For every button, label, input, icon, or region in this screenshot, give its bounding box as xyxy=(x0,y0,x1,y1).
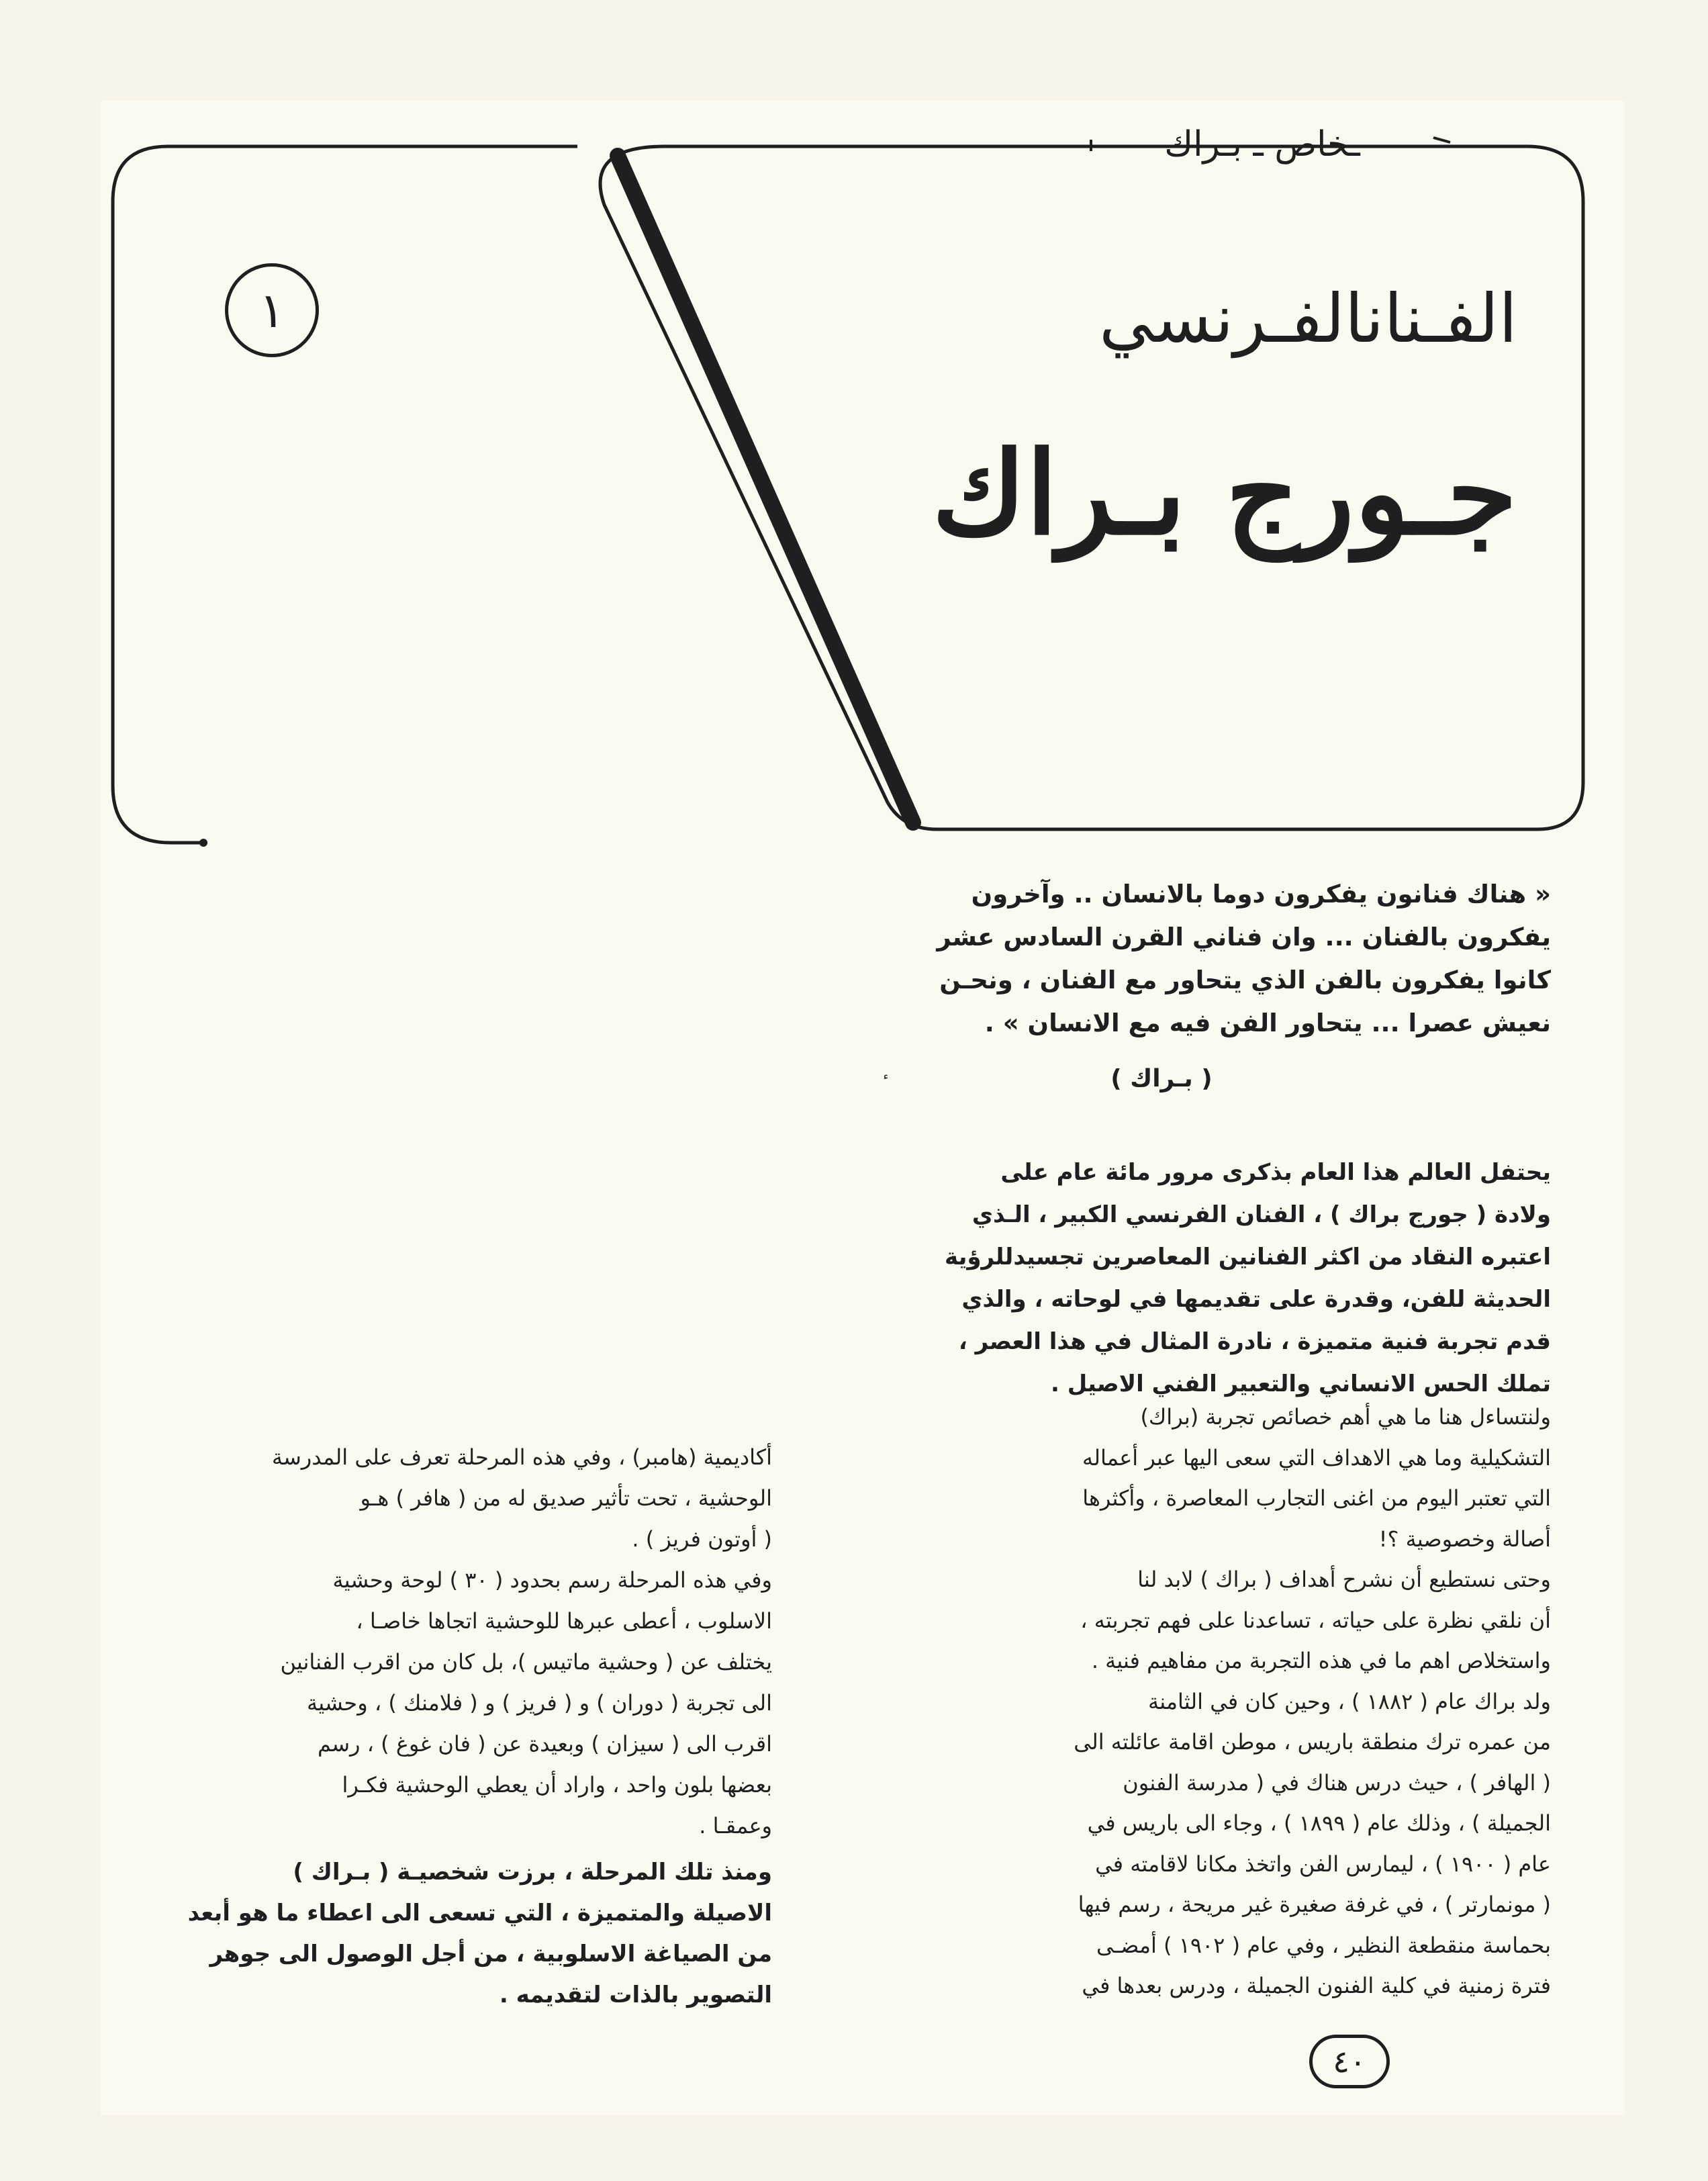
intro-line: يحتفل العالم هذا العام بذكرى مرور مائة عام على xyxy=(1000,1159,1551,1186)
intro-paragraph xyxy=(933,1152,1551,1405)
subtitle-french-artist: الفـنانالفـرنسي xyxy=(1099,279,1517,358)
body-line: ولد براك عام ( ١٨٨٢ ) ، وحين كان في الثامنة xyxy=(1148,1688,1551,1714)
body-line: يختلف عن ( وحشية ماتيس )، بل كان من اقرب الفنانين xyxy=(280,1649,772,1675)
body-line: التصوير بالذات لتقديمه . xyxy=(499,1982,772,2008)
intro-line: الحديثة للفن، وقدرة على تقديمها في لوحاته ، والذي xyxy=(961,1286,1551,1313)
intro-line: ولادة ( جورج براك ) ، الفنان الفرنسي الكبير ، الـذي xyxy=(971,1201,1551,1228)
body-line: بعضها بلون واحد ، واراد أن يعطي الوحشية فكـرا xyxy=(342,1772,772,1798)
body-line: الاصيلة والمتميزة ، التي تسعى الى اعطاء ما هو أبعد xyxy=(187,1900,772,1927)
body-line: من الصياغة الاسلوبية ، من أجل الوصول الى جوهر xyxy=(209,1941,772,1967)
body-line: الاسلوب ، أعطى عبرها للوحشية اتجاها خاصـا ، xyxy=(356,1608,772,1634)
body-line: وفي هذه المرحلة رسم بحدود ( ٣٠ ) لوحة وحشية xyxy=(332,1567,772,1593)
opening-quote xyxy=(933,873,1551,1045)
body-line: وحتى نستطيع أن نشرح أهداف ( براك ) لابد لنا xyxy=(1137,1567,1551,1592)
body-line: الجميلة ) ، وذلك عام ( ١٨٩٩ ) ، وجاء الى باريس في xyxy=(1087,1810,1551,1836)
body-column-right xyxy=(933,1397,1551,2006)
body-line: عام ( ١٩٠٠ ) ، ليمارس الفن واتخذ مكانا لاقامته في xyxy=(1095,1851,1551,1877)
body-line: أن نلقي نظرة على حياته ، تساعدنا على فهم تجربته ، xyxy=(1080,1607,1551,1633)
body-line: اقرب الى ( سيزان ) وبعيدة عن ( فان غوغ ) ، رسم xyxy=(317,1731,772,1757)
section-tag: ـخاص ـ بـراك xyxy=(1164,124,1360,165)
body-line: الوحشية ، تحت تأثير صديق له من ( هافر ) هـو xyxy=(360,1485,772,1511)
quote-line: كانوا يفكرون بالفن الذي يتحاور مع الفنان ، ونحـن xyxy=(939,966,1551,994)
quote-attribution: ( بـراك ) xyxy=(1110,1065,1213,1093)
quote-line: نعيش عصرا ... يتحاور الفن فيه مع الانسان » . xyxy=(984,1009,1551,1037)
body-line: ولنتساءل هنا ما هي أهم خصائص تجربة (براك) xyxy=(1140,1404,1551,1430)
page-title: جـورج بـراك xyxy=(932,426,1517,561)
quote-line: يفكرون بالفنان ... وان فناني القرن السادس عشر xyxy=(937,923,1551,952)
body-line: ( أوتون فريز ) . xyxy=(632,1526,772,1552)
closing-bold-paragraph xyxy=(114,1852,772,2016)
body-line: فترة زمنية في كلية الفنون الجميلة ، ودرس بعدها في xyxy=(1082,1973,1551,1998)
quote-line: « هناك فنانون يفكرون دوما بالانسان .. وآخرون xyxy=(971,880,1551,909)
intro-line: اعتبره النقاد من اكثر الفنانين المعاصرين تجسيدللرؤية xyxy=(945,1244,1551,1270)
body-column-left xyxy=(114,1437,772,2016)
intro-line: تملك الحس الانساني والتعبير الفني الاصيل . xyxy=(1050,1371,1551,1397)
page-number: ٤٠ xyxy=(1309,2035,1390,2088)
body-line: ومنذ تلك المرحلة ، برزت شخصيـة ( بـراك ) xyxy=(293,1859,772,1886)
body-line: الى تجربة ( دوران ) و ( فريز ) و ( فلامنك ) ، وحشية xyxy=(307,1690,772,1716)
body-line: وعمقـا . xyxy=(699,1813,772,1839)
body-line: بحماسة منقطعة النظير ، وفي عام ( ١٩٠٢ ) أمضـى xyxy=(1096,1932,1551,1958)
body-line: أكاديمية (هامبر) ، وفي هذه المرحلة تعرف على المدرسة xyxy=(271,1444,772,1470)
body-line: ( الهافر ) ، حيث درس هناك في ( مدرسة الفنون xyxy=(1123,1769,1551,1796)
intro-line: قدم تجربة فنية متميزة ، نادرة المثال في هذا العصر ، xyxy=(958,1328,1551,1355)
body-line: من عمره ترك منطقة باريس ، موطن اقامة عائلته الى xyxy=(1074,1729,1551,1755)
body-line: أصالة وخصوصية ؟! xyxy=(1378,1526,1551,1552)
body-line: واستخلاص اهم ما في هذه التجربة من مفاهيم فنية . xyxy=(1091,1648,1551,1673)
article-number-badge: ١ xyxy=(225,263,319,357)
body-line: التي تعتبر اليوم من اغنى التجارب المعاصرة ، وأكثرها xyxy=(1082,1485,1551,1511)
body-line: ( مونمارتر ) ، في غرفة صغيرة غير مريحة ، رسم فيها xyxy=(1078,1892,1551,1917)
body-line: التشكيلية وما هي الاهداف التي سعى اليها عبر أعماله xyxy=(1082,1444,1551,1471)
